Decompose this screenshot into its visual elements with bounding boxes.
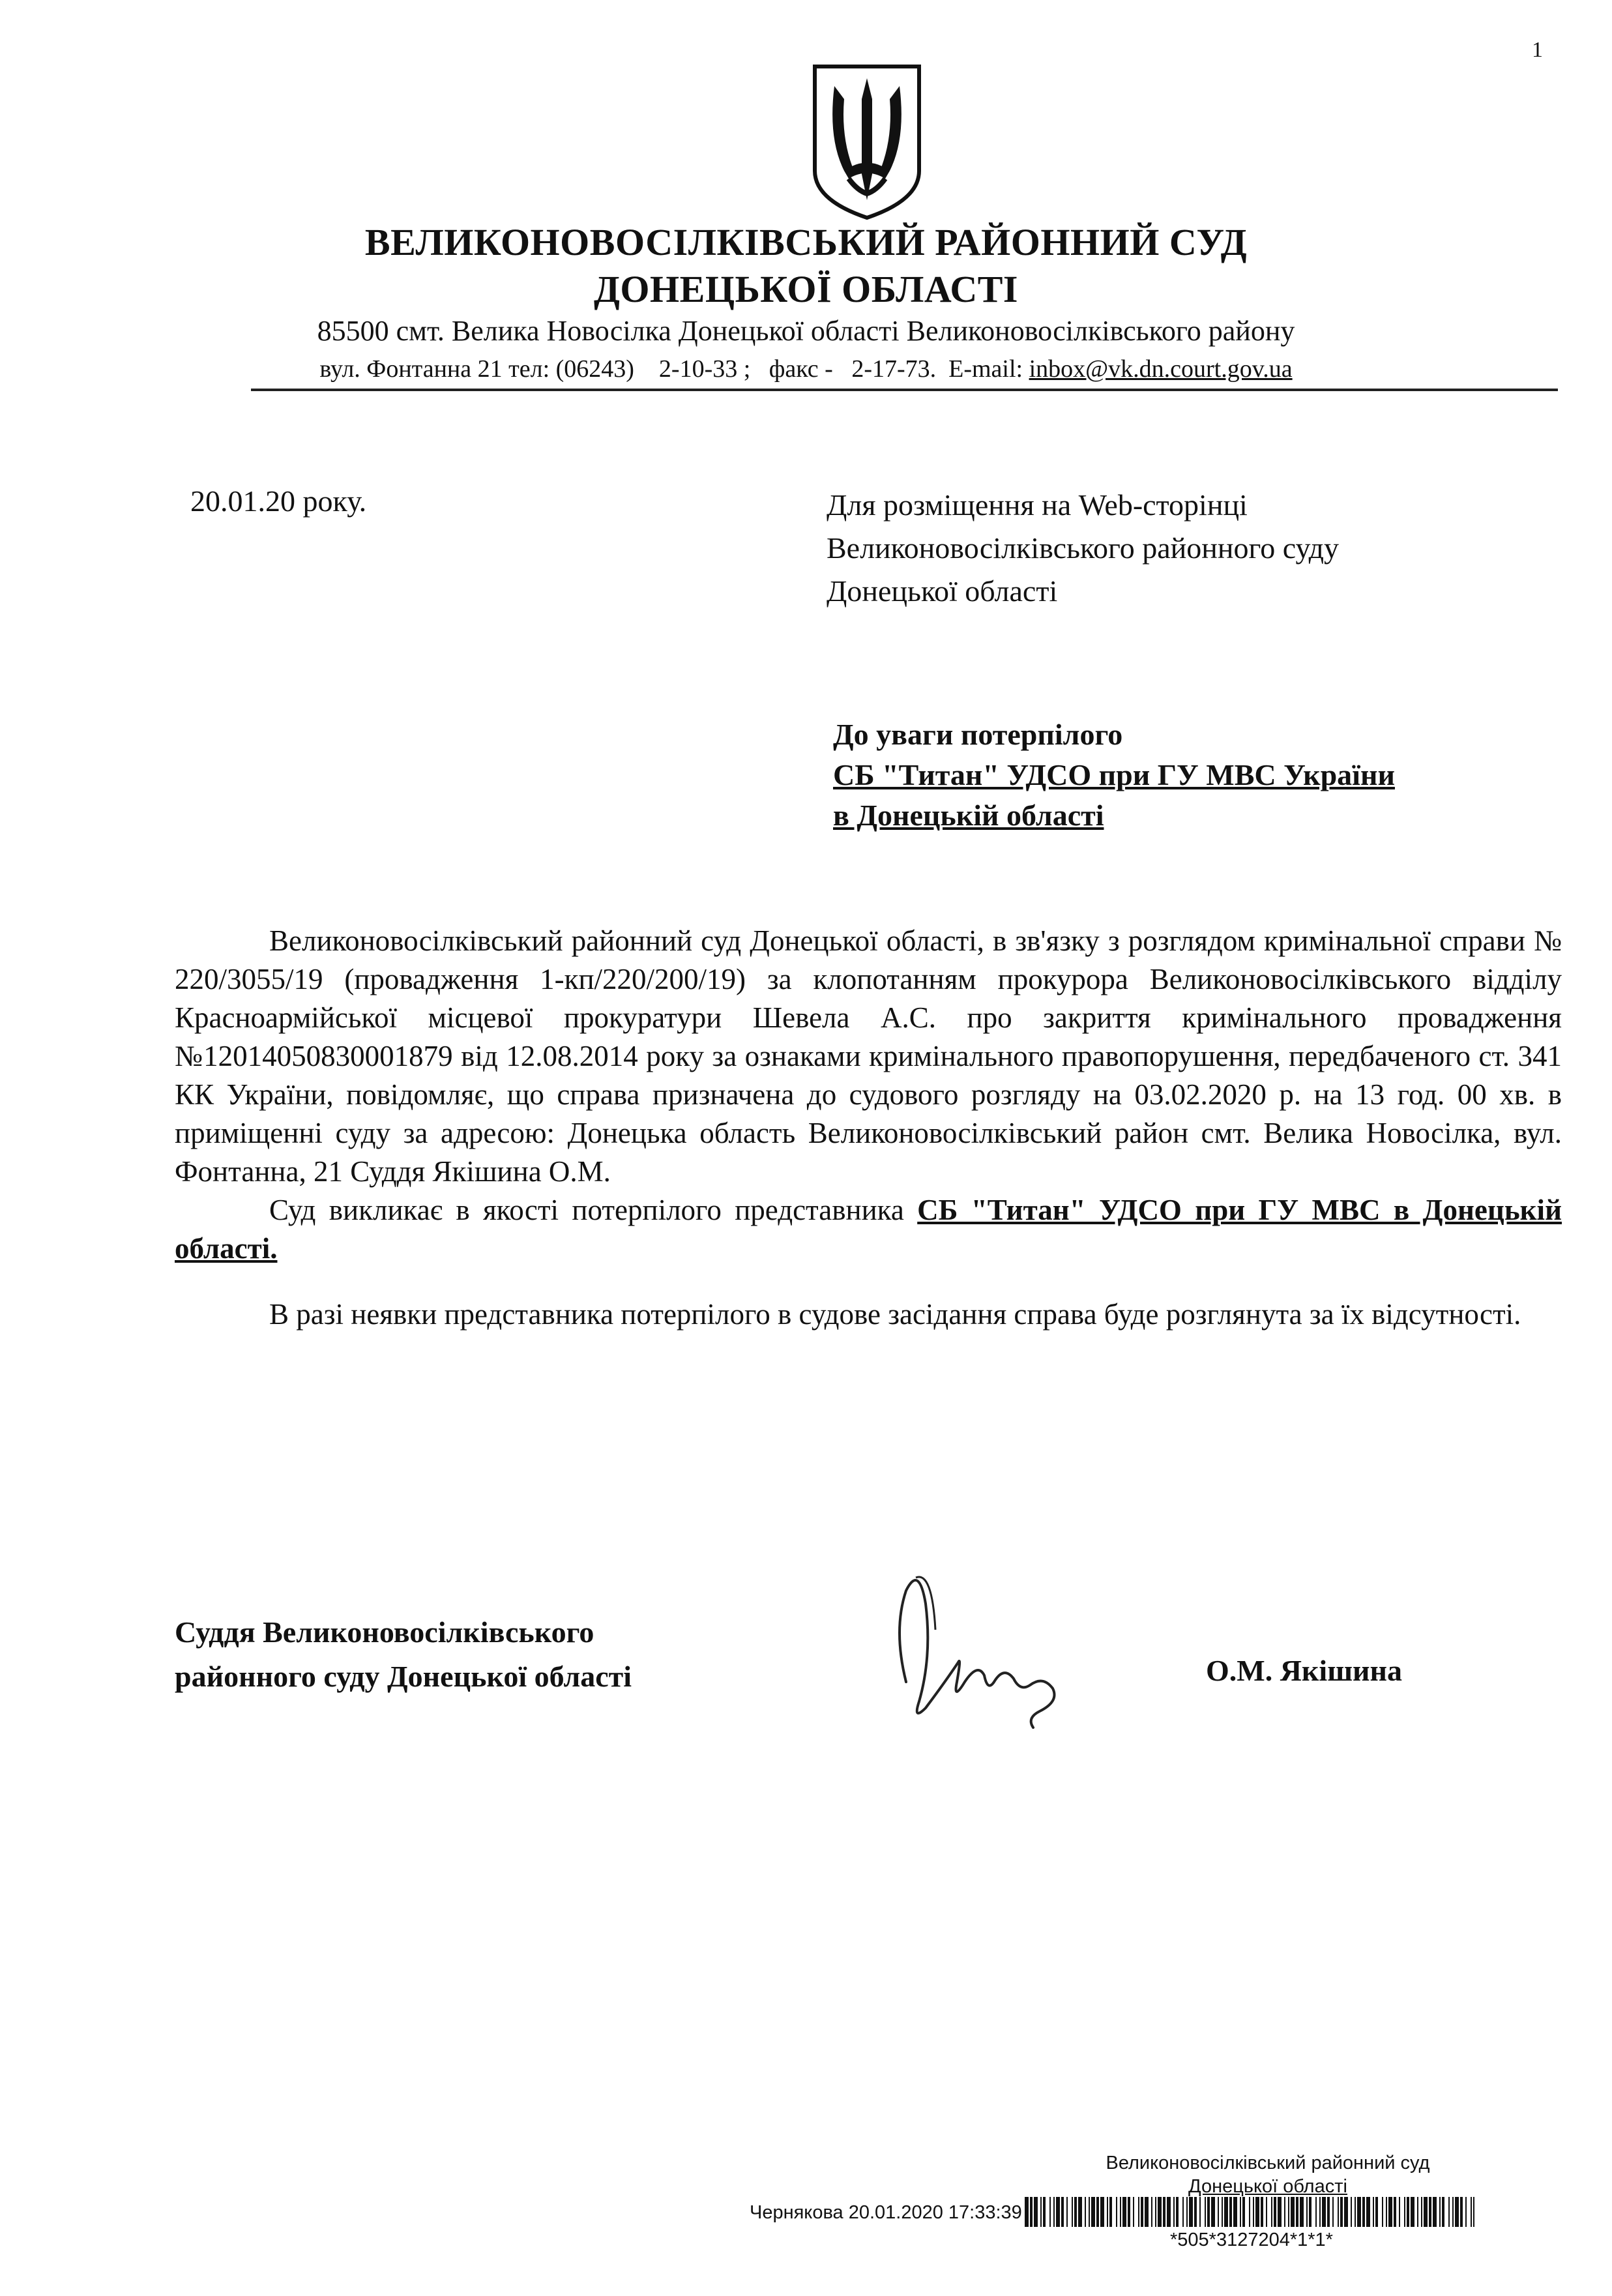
attention-block — [833, 714, 1395, 836]
court-address-line1: 85500 смт. Велика Новосілка Донецької області Великоновосілківського району — [317, 315, 1295, 347]
publication-note-line: Великоновосілківського районного суду — [827, 531, 1340, 565]
court-address-line2 — [0, 355, 1612, 383]
attention-line: До уваги потерпілого — [833, 718, 1123, 751]
barcode-number: *505*3127204*1*1* — [1170, 2230, 1333, 2250]
stamp-clerk-datetime: Чернякова 20.01.2020 17:33:39 — [750, 2202, 1022, 2223]
judge-title — [175, 1610, 632, 1699]
contact-details: вул. Фонтанна 21 тел: (06243) 2-10-33 ; факс - 2-17-73. E-mail: — [319, 355, 1029, 383]
letter-date: 20.01.20 року. — [190, 484, 367, 518]
judge-title-line: районного суду Донецької області — [175, 1660, 632, 1693]
summons-text: Суд викликає в якості потерпілого представника — [269, 1194, 918, 1226]
court-name-line1: ВЕЛИКОНОВОСІЛКІВСЬКИЙ РАЙОННИЙ СУД — [364, 221, 1248, 263]
registration-stamp — [1004, 2151, 1532, 2198]
page-number: 1 — [1532, 38, 1543, 62]
court-name-line2: ДОНЕЦЬКОЇ ОБЛАСТІ — [594, 268, 1018, 310]
letter-body — [175, 922, 1562, 1334]
judge-name: О.М. Якішина — [1206, 1654, 1403, 1687]
stamp-court-line: Великоновосілківський районний суд — [1106, 2153, 1430, 2173]
body-paragraph-3: В разі неявки представника потерпілого в судове засідання справа буде розглянута за їх відсутності. — [269, 1298, 1521, 1331]
publication-note — [827, 484, 1339, 613]
publication-note-line: Для розміщення на Web-сторінці — [827, 488, 1248, 522]
summoned-party: СБ "Титан" УДСО при ГУ МВС в Донецькій області. — [175, 1194, 1562, 1265]
stamp-court-line: Донецької області — [1188, 2176, 1347, 2197]
publication-note-line: Донецької області — [827, 574, 1058, 608]
body-paragraph-2 — [175, 1191, 1562, 1268]
email-link[interactable]: inbox@vk.dn.court.gov.ua — [1029, 355, 1293, 383]
handwritten-signature-icon — [880, 1552, 1089, 1747]
judge-title-line: Суддя Великоновосілківського — [175, 1615, 594, 1649]
attention-line: СБ "Титан" УДСО при ГУ МВС України — [833, 758, 1395, 791]
header-divider — [251, 389, 1558, 391]
barcode-icon — [1025, 2197, 1474, 2227]
attention-line: в Донецькій області — [833, 799, 1104, 832]
body-paragraph-1: Великоновосілківський районний суд Донецької області, в зв'язку з розглядом кримінальної справи № 220/3055/19 (провадження 1-кп/220/200/19) за клопотанням прокурора Великоновосілківського відділу Красноармійської місцевої прокуратури Шевела А.С. про закриття кримінального провадження №12014050830001879 від 12.08.2014 року за ознаками кримінального правопорушення, передбаченого ст. 341 КК України, повідомляє, що справа призначена до судового розгляду на 03.02.2020 р. на 13 год. 00 хв. в приміщенні суду за адресою: Донецька область Великоновосілківський район смт. Велика Новосілка, вул. Фонтанна, 21 Суддя Якішина О.М. — [175, 924, 1562, 1188]
coat-of-arms-icon — [808, 60, 926, 223]
